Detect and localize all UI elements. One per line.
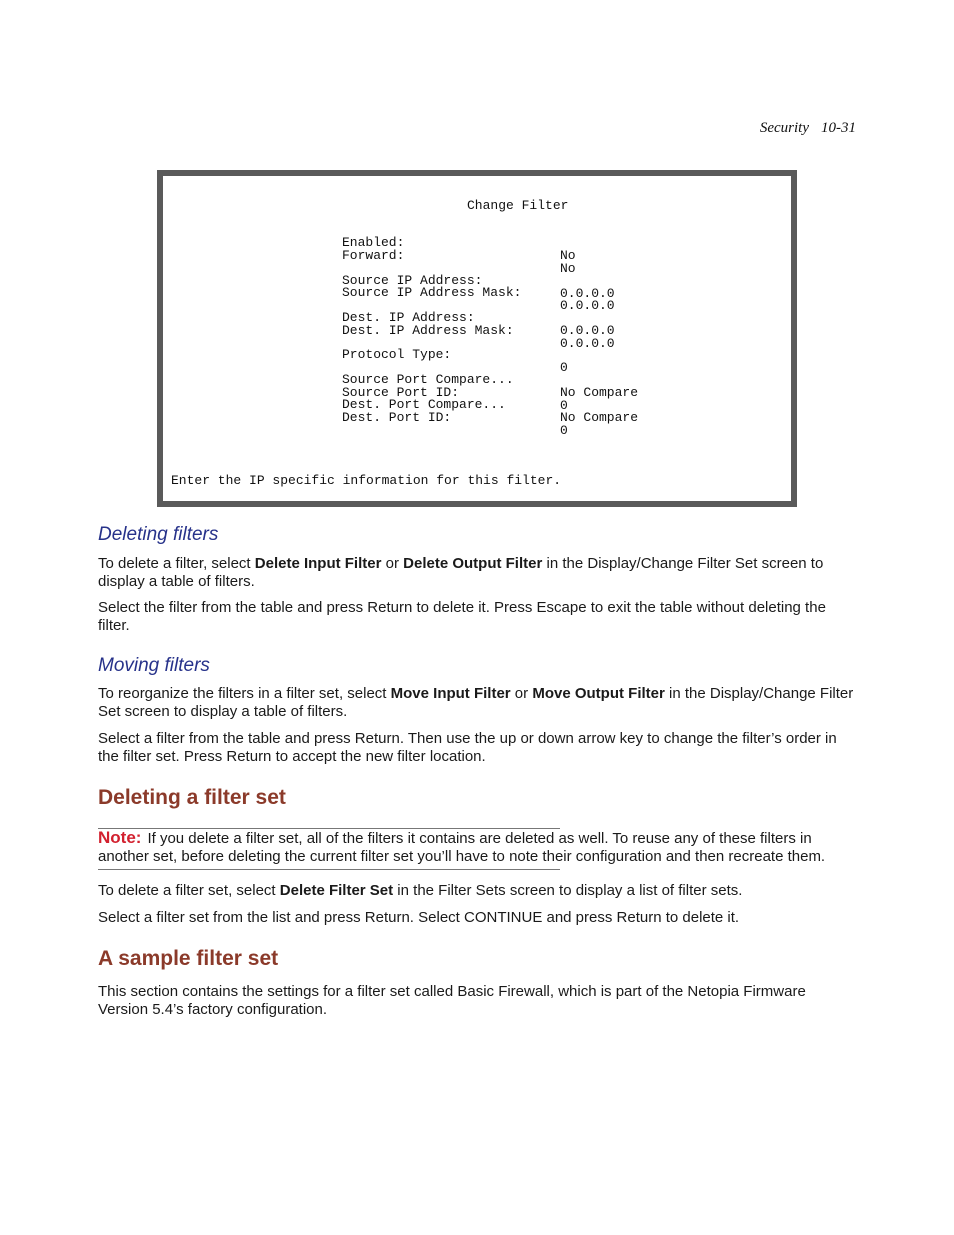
field-label: Dest. IP Address Mask: (342, 323, 514, 338)
note-block (98, 829, 858, 866)
field-label: Source Port ID: (342, 385, 460, 400)
field-value[interactable]: 0 (560, 423, 568, 438)
running-header-section: Security (759, 120, 809, 136)
field-dest-ip-address-mask[interactable] (342, 311, 615, 351)
paragraph-deleting-filter-set-1 (98, 882, 858, 900)
menu-item-ref: Delete Input Filter (254, 555, 382, 572)
note-label: Note: (98, 828, 142, 847)
field-value[interactable]: No (560, 248, 576, 263)
note-bottom-rule (98, 869, 560, 870)
text-run: or (510, 685, 533, 702)
field-label: Forward: (342, 248, 405, 263)
text-run: in the Display/Change Filter Set screen to display a table of filters. (98, 685, 854, 720)
heading-deleting-filter-set: Deleting a filter set (98, 786, 286, 809)
field-protocol-type[interactable] (342, 335, 568, 375)
heading-moving-filters: Moving filters (98, 655, 210, 676)
field-value[interactable]: 0.0.0.0 (560, 323, 615, 338)
field-value[interactable]: 0.0.0.0 (560, 286, 615, 301)
text-run: To delete a filter set, select (98, 882, 280, 899)
field-value[interactable]: 0 (560, 398, 568, 413)
heading-deleting-filters: Deleting filters (98, 524, 219, 545)
paragraph-deleting-filters-2: Select the filter from the table and press Return to delete it. Press Escape to exit the table without deleting the filter. (98, 599, 826, 634)
paragraph-moving-filters-1 (98, 685, 858, 721)
text-run: in the Filter Sets screen to display a list of filter sets. (393, 882, 743, 899)
field-label: Dest. Port Compare... (342, 397, 506, 412)
field-value[interactable]: No Compare (560, 385, 639, 400)
field-label: Dest. IP Address: (342, 310, 475, 325)
screen-title: Change Filter (467, 198, 569, 213)
paragraph-moving-filters-2: Select a filter from the table and press Return. Then use the up or down arrow key to change the filter’s order in the filter set. Press Return to accept the new filter location. (98, 730, 837, 765)
field-value[interactable]: No (560, 261, 576, 276)
paragraph-sample-filter-set: This section contains the settings for a filter set called Basic Firewall, which is part of the Netopia Firmware Version 5.4’s factory configuration. (98, 983, 806, 1018)
running-header-page-number: 10-31 (821, 120, 856, 136)
heading-sample-filter-set: A sample filter set (98, 947, 279, 970)
field-label: Enabled: (342, 235, 405, 250)
paragraph-deleting-filters-1 (98, 555, 858, 591)
text-run: To reorganize the filters in a filter set, select (98, 685, 391, 702)
menu-item-ref: Move Output Filter (532, 685, 665, 702)
text-run: in the Display/Change Filter Set screen to display a table of filters. (98, 555, 824, 590)
field-label: Dest. Port ID: (342, 410, 452, 425)
field-label: Source IP Address Mask: (342, 285, 522, 300)
field-value[interactable]: 0.0.0.0 (560, 336, 615, 351)
field-label: Source Port Compare... (342, 372, 514, 387)
field-value[interactable]: No Compare (560, 410, 639, 425)
field-label: Protocol Type: (342, 347, 452, 362)
menu-item-ref: Delete Filter Set (279, 882, 394, 899)
menu-item-ref: Delete Output Filter (403, 555, 543, 572)
change-filter-screen (157, 170, 797, 507)
menu-item-ref: Move Input Filter (390, 685, 511, 702)
note-text: If you delete a filter set, all of the filters it contains are deleted as well. To reuse any of these filters in another set, before deleting the current filter set you’ll have to note their configuration and then recreate them. (98, 830, 826, 865)
text-run: To delete a filter, select (98, 555, 255, 572)
field-label: Source IP Address: (342, 273, 483, 288)
field-value[interactable]: 0 (560, 360, 568, 375)
paragraph-deleting-filter-set-2: Select a filter set from the list and press Return. Select CONTINUE and press Return to delete it. (98, 909, 740, 926)
field-source-ip-address-mask[interactable] (342, 273, 615, 313)
field-value[interactable]: 0.0.0.0 (560, 298, 615, 313)
text-run: or (381, 555, 404, 572)
screen-status-line: Enter the IP specific information for this filter. (171, 473, 562, 488)
running-header (760, 120, 856, 137)
